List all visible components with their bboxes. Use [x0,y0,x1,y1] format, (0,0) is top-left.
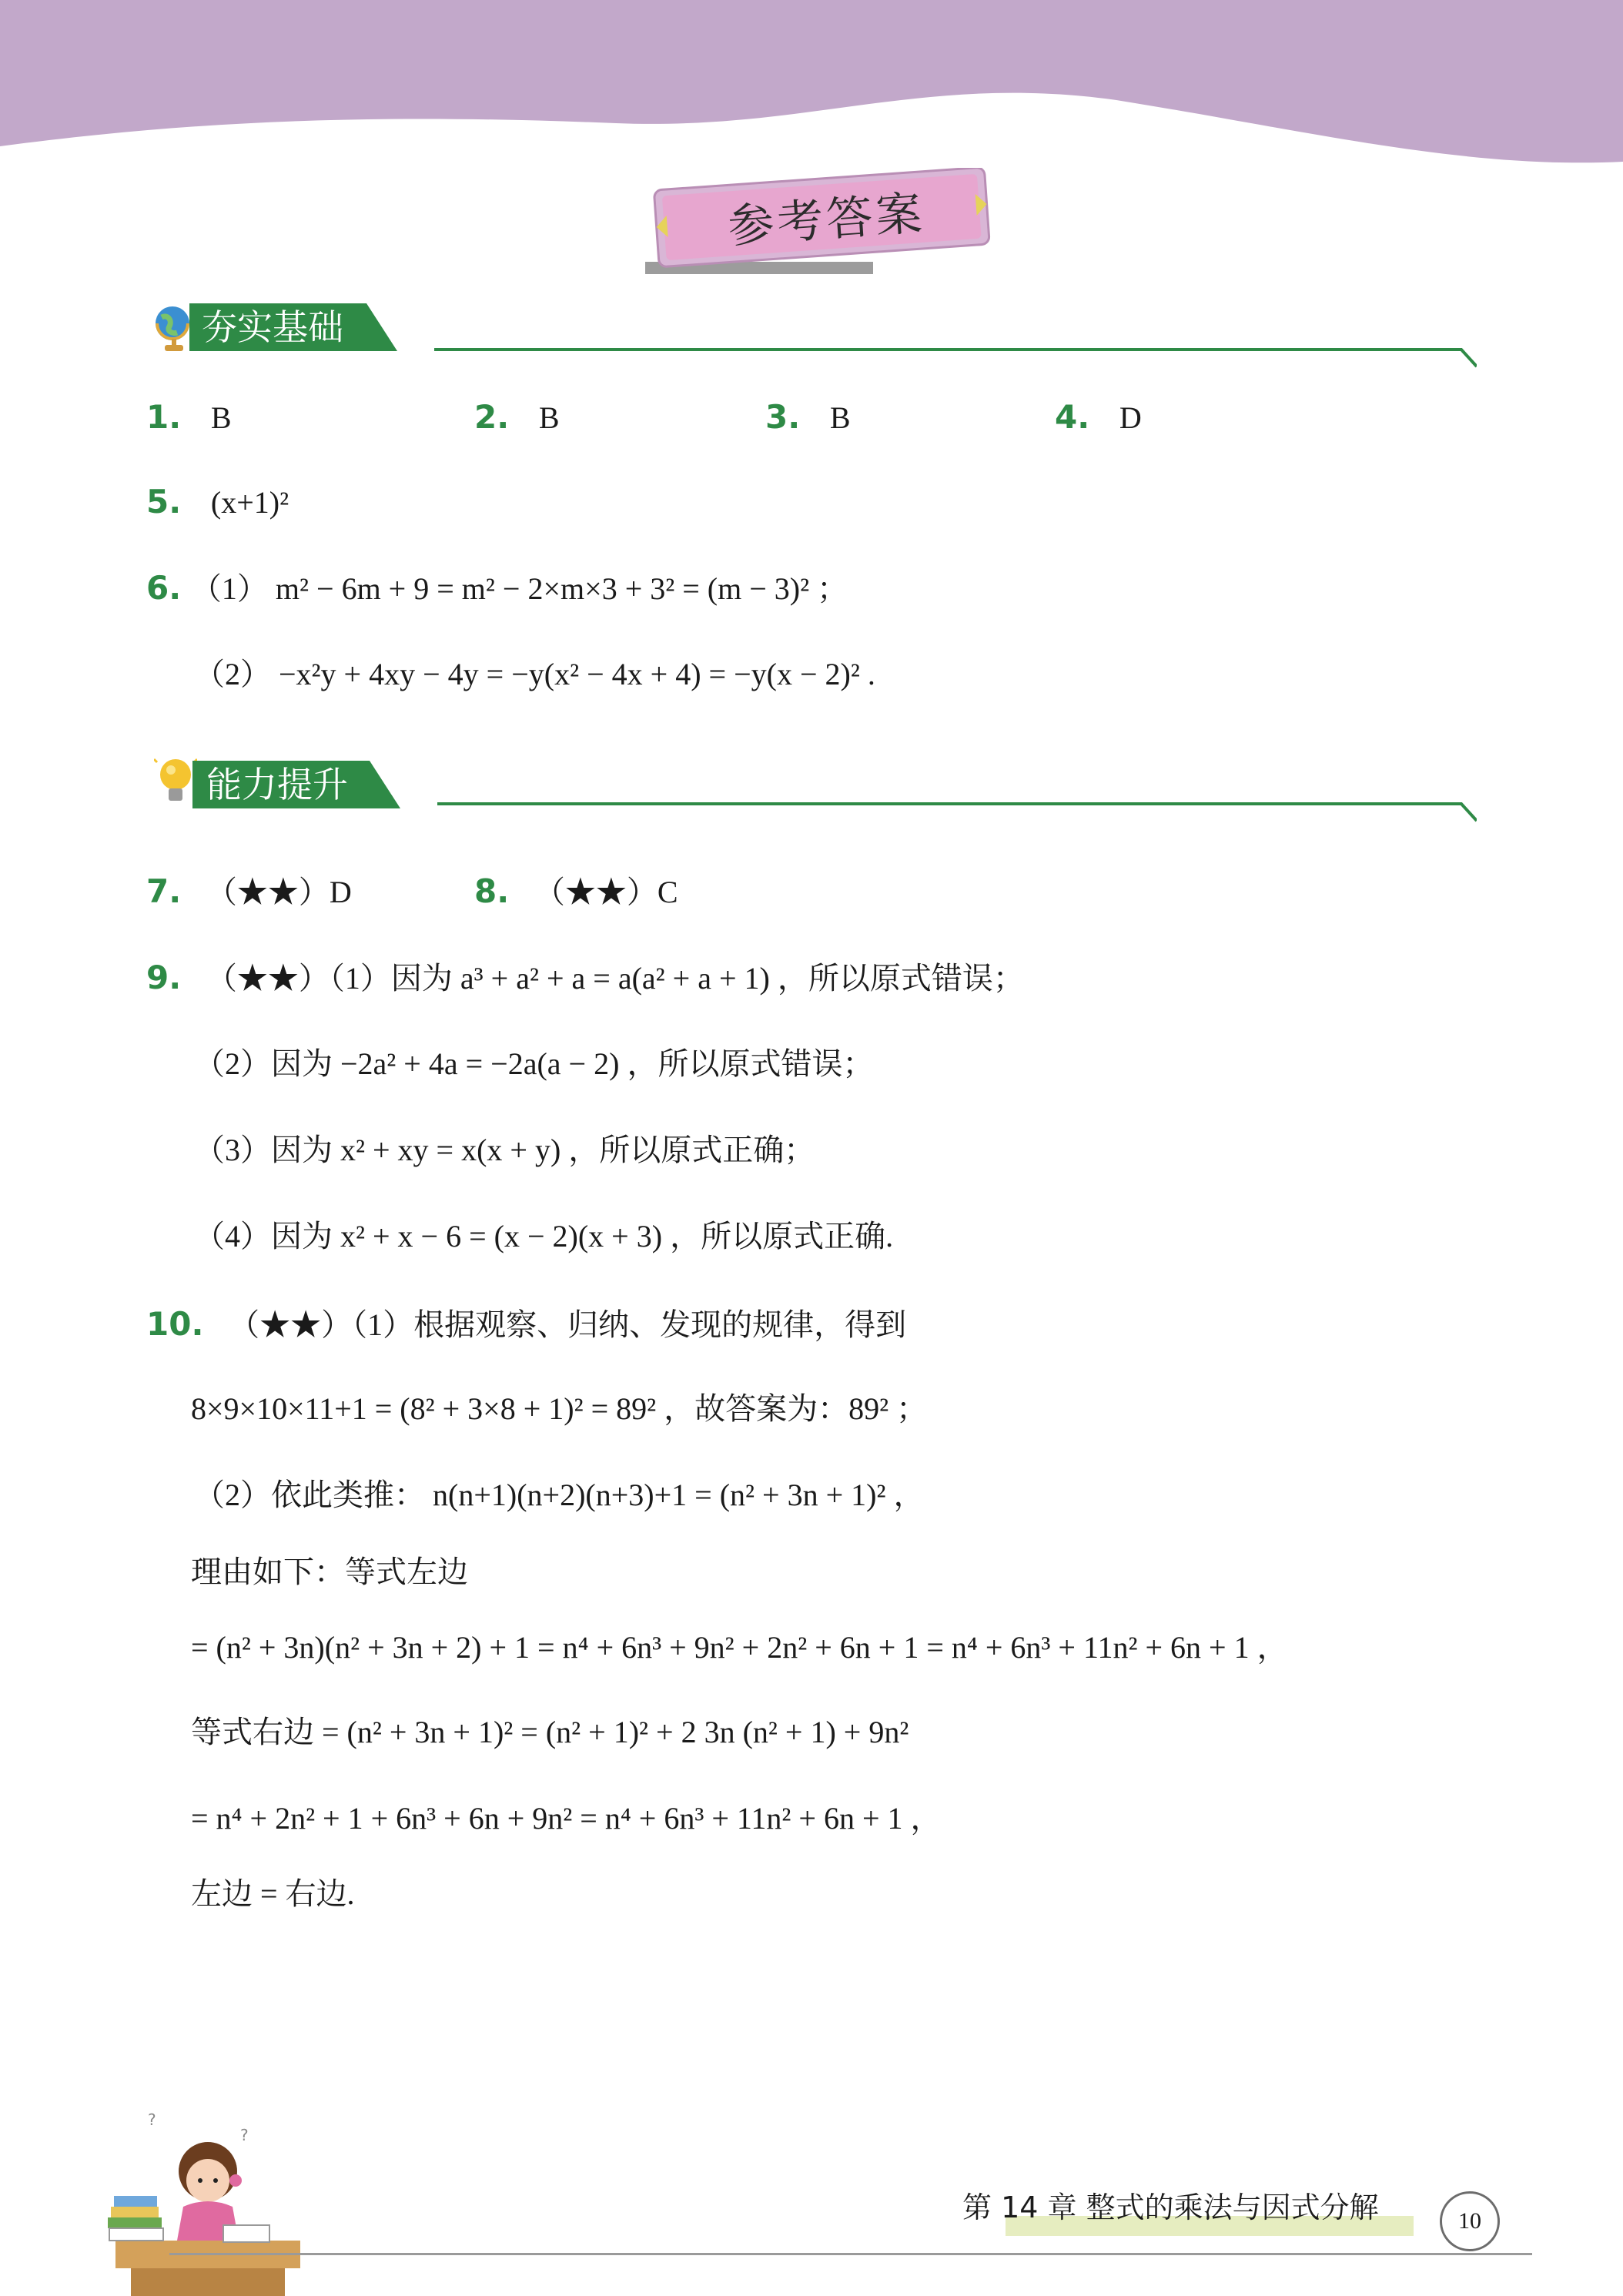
answer-value: B [210,400,232,435]
question-number: 2. [474,398,510,436]
section-rule-basic [434,345,1477,368]
girl-reading-illustration [108,2110,331,2296]
question-number: 10. [146,1305,204,1343]
answer-part-1: （★★）（1）因为 a³ + a² + a = a(a² + a + 1) ，所以原式错误； [206,961,1024,996]
answer-value: （★★）C [534,875,678,909]
answer-item-5 [146,479,289,526]
answer-part-2: （2） −x²y + 4xy − 4y = −y(x² − 4x + 4) = −y(x − 2)² . [194,657,875,691]
answer-item-9 [146,955,1024,1002]
answer-value: （★★）D [206,875,352,909]
page-title: 参考答案 [726,186,927,254]
question-number: 3. [765,398,801,436]
answer-item-7 [146,869,352,915]
answer-part-2: （2）因为 −2a² + 4a = −2a(a − 2) ，所以原式错误； [194,1046,874,1081]
answer-line-7: = n⁴ + 2n² + 1 + 6n³ + 6n + 9n² = n⁴ + 6n³ + 11n² + 6n + 1 ， [191,1801,942,1836]
answer-item-10 [146,1301,906,1348]
answer-line-5: = (n² + 3n)(n² + 3n + 2) + 1 = n⁴ + 6n³ + 9n² + 2n² + 6n + 1 = n⁴ + 6n³ + 11n² + 6n + 1 ， [191,1630,1288,1665]
page-number: 10 [1440,2191,1500,2251]
answer-line-4: 理由如下：等式左边 [191,1555,468,1589]
question-number: 5. [146,483,182,520]
answer-value: D [1119,400,1142,435]
section-label-advanced: 能力提升 [206,764,348,805]
chapter-title: 第 14 章 整式的乘法与因式分解 [962,2191,1379,2224]
footer-rule [169,2253,1532,2255]
question-number: 7. [146,872,182,910]
question-number: 9. [146,959,182,996]
question-number: 4. [1055,398,1090,436]
answer-item-1 [146,394,232,441]
answer-value: B [538,400,560,435]
lightbulb-icon [154,755,197,812]
question-number: 6. [146,569,182,607]
answer-item-4 [1055,394,1142,441]
answer-line-3: （2）依此类推： n(n+1)(n+2)(n+3)+1 = (n² + 3n + 1)² ， [194,1478,925,1512]
answer-item-3 [765,394,851,441]
section-label-basic: 夯实基础 [202,306,343,348]
svg-text:?: ? [240,2126,249,2144]
answer-item-6 [146,565,848,612]
answer-line-1: （★★）（1）根据观察、归纳、发现的规律，得到 [229,1307,907,1342]
top-wave-band [0,0,1623,177]
answer-value: B [829,400,851,435]
answer-line-8: 左边 = 右边. [191,1876,355,1911]
svg-text:?: ? [148,2110,156,2129]
answer-part-1: （1） m² − 6m + 9 = m² − 2×m×3 + 3² = (m − 3)² ； [190,571,848,606]
question-number: 8. [474,872,510,910]
answer-item-2 [474,394,560,441]
answer-line-6: 等式右边 = (n² + 3n + 1)² = (n² + 1)² + 2 3n (n² + 1) + 9n² [191,1715,909,1749]
answer-value: (x+1)² [210,485,289,520]
answer-part-4: （4）因为 x² + x − 6 = (x − 2)(x + 3) ，所以原式正确. [194,1219,894,1253]
answer-part-3: （3）因为 x² + xy = x(x + y) ，所以原式正确； [194,1133,815,1167]
question-number: 1. [146,398,182,436]
answer-item-8 [474,869,678,915]
section-rule-advanced [437,799,1477,822]
answer-line-2: 8×9×10×11+1 = (8² + 3×8 + 1)² = 89² ，故答案为：89² ； [191,1391,928,1426]
